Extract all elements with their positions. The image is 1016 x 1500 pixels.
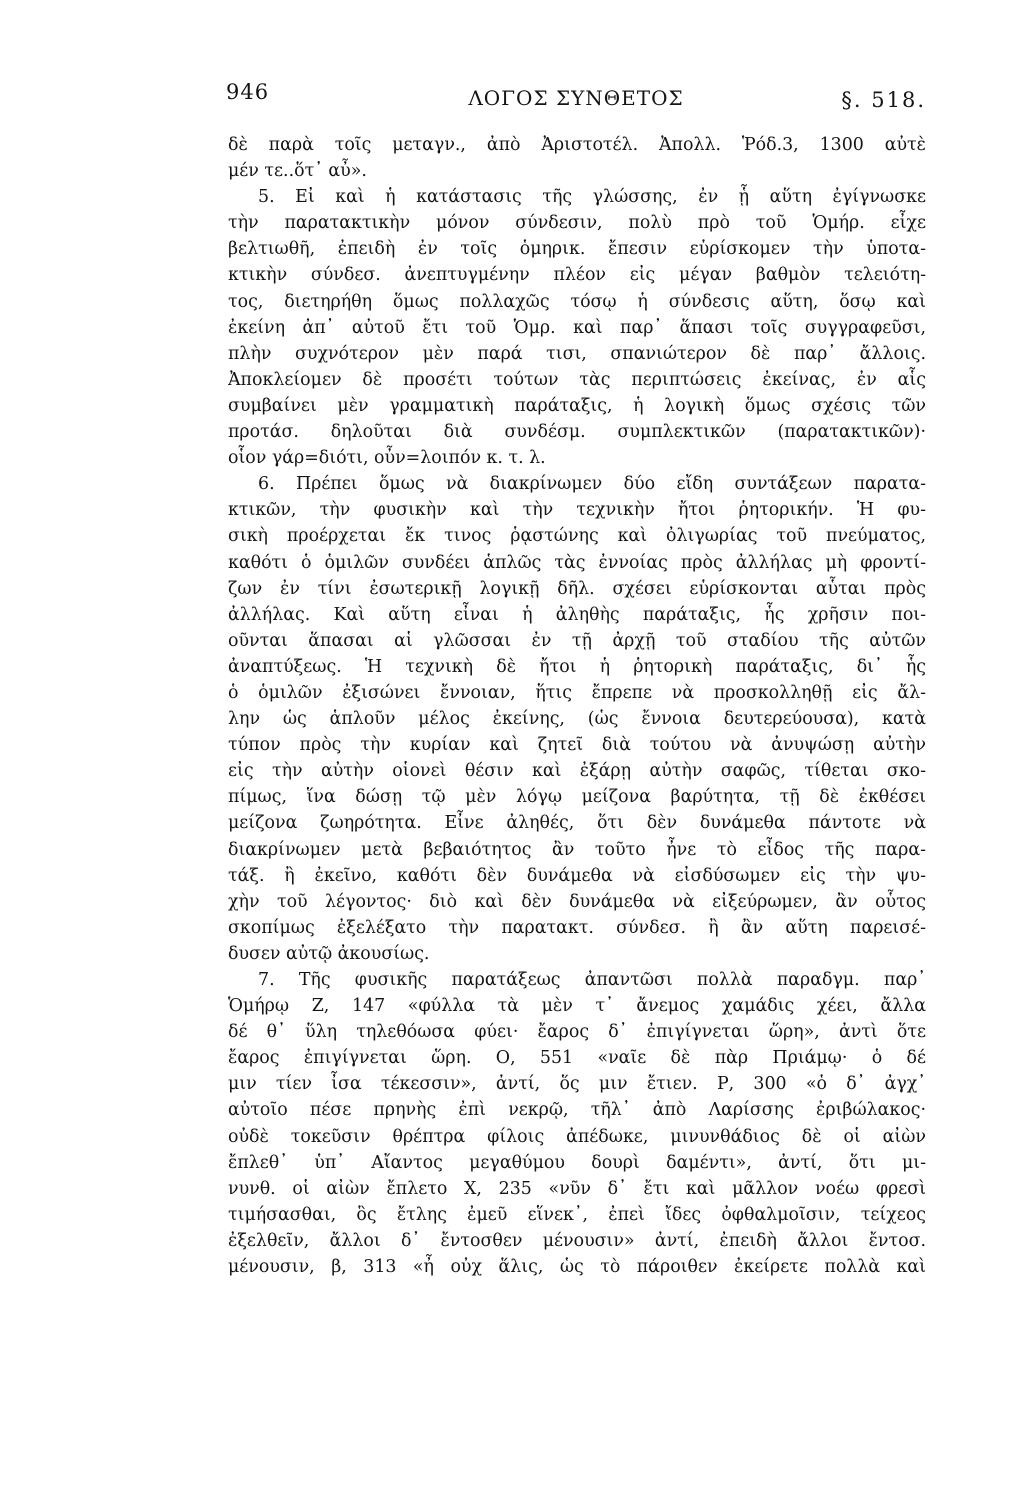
text-line: καθότι ὁ ὁμιλῶν συνδέει ἁπλῶς τὰς ἐννοίας πρὸς ἀλλήλας μὴ φροντί- <box>228 552 926 573</box>
text-line: ἀλλήλας. Καὶ αὕτη εἶναι ἡ ἀληθὴς παράταξις, ἧς χρῆσιν ποι- <box>228 604 926 625</box>
text-line: ἐκείνη ἀπ᾽ αὐτοῦ ἔτι τοῦ Ὁμρ. καὶ παρ᾽ ἅπασι τοῖς συγγραφεῦσι, <box>228 317 926 338</box>
text-line: τύπον πρὸς τὴν κυρίαν καὶ ζητεῖ διὰ τούτου νὰ ἀνυψώσῃ αὐτὴν <box>228 735 926 756</box>
text-line: ἀναπτύξεως. Ἡ τεχνικὴ δὲ ἤτοι ἡ ῥητορικὴ παράταξις, δι᾽ ἧς <box>228 656 926 677</box>
text-line: τάξ. ἢ ἐκεῖνο, καθότι δὲν δυνάμεθα νὰ εἰσδύσωμεν εἰς τὴν ψυ- <box>228 865 926 886</box>
text-line: πίμως, ἵνα δώσῃ τῷ μὲν λόγῳ μείζονα βαρύτητα, τῇ δὲ ἐκθέσει <box>228 787 926 808</box>
text-line: διακρίνωμεν μετὰ βεβαιότητος ἂν τοῦτο ἦνε τὸ εἶδος τῆς παρα- <box>228 839 926 860</box>
text-line: οὐδὲ τοκεῦσιν θρέπτρα φίλοις ἀπέδωκε, μινυνθάδιος δὲ οἱ αἰὼν <box>228 1126 926 1147</box>
section-number: §. 518. <box>841 88 926 112</box>
running-head <box>226 80 926 116</box>
text-line: εἰς τὴν αὐτὴν οἱονεὶ θέσιν καὶ ἐξάρῃ αὐτὴν σαφῶς, τίθεται σκο- <box>228 761 926 782</box>
text-line: τος, διετηρήθη ὅμως πολλαχῶς τόσῳ ἡ σύνδεσις αὕτη, ὅσῳ καὶ <box>228 291 926 312</box>
paragraph-6-start: 6. Πρέπει ὅμως νὰ διακρίνωμεν δύο εἴδη συντάξεων παρατα- <box>258 474 926 495</box>
text-line: δέ θ᾽ ὕλη τηλεθόωσα φύει· ἔαρος δ᾽ ἐπιγίγνεται ὥρη», ἀντὶ ὅτε <box>228 1022 926 1043</box>
text-line: κτικῶν, τὴν φυσικὴν καὶ τὴν τεχνικὴν ἤτοι ῥητορικήν. Ἡ φυ- <box>228 500 926 521</box>
text-line: χὴν τοῦ λέγοντος· διὸ καὶ δὲν δυνάμεθα νὰ εἰξεύρωμεν, ἂν οὗτος <box>228 891 926 912</box>
text-line: σκοπίμως ἐξελέξατο τὴν παρατακτ. σύνδεσ. ἢ ἂν αὕτη παρεισέ- <box>228 917 926 938</box>
text-line: ἔπλεθ᾽ ὑπ᾽ Αἴαντος μεγαθύμου δουρὶ δαμέντι», ἀντί, ὅτι μι- <box>228 1152 926 1173</box>
text-line: προτάσ. δηλοῦται διὰ συνδέσμ. συμπλεκτικῶν (παρατακτικῶν)· <box>228 422 926 443</box>
text-line: μείζονα ζωηρότητα. Εἶνε ἀληθές, ὅτι δὲν δυνάμεθα πάντοτε νὰ <box>228 813 926 834</box>
text-line: δὲ παρὰ τοῖς μεταγν., ἀπὸ Ἀριστοτέλ. Ἀπολλ. Ῥόδ.3, 1300 αὐτὲ <box>228 135 926 155</box>
text-line: Ὁμήρῳ Ζ, 147 «φύλλα τὰ μὲν τ᾽ ἄνεμος χαμάδις χέει, ἄλλα <box>228 996 926 1017</box>
text-line: ζων ἐν τίνι ἐσωτερικῇ λογικῇ δῆλ. σχέσει εὑρίσκονται αὗται πρὸς <box>228 578 926 599</box>
text-line: ὁ ὁμιλῶν ἐξισώνει ἔννοιαν, ἥτις ἔπρεπε νὰ προσκολληθῇ εἰς ἄλ- <box>228 682 926 703</box>
text-line: συμβαίνει μὲν γραμματικὴ παράταξις, ἡ λογικὴ ὅμως σχέσις τῶν <box>228 395 926 416</box>
text-line: σικὴ προέρχεται ἔκ τινος ῥᾳστώνης καὶ ὀλιγωρίας τοῦ πνεύματος, <box>228 526 926 547</box>
text-line: νυνθ. οἱ αἰὼν ἔπλετο Χ, 235 «νῦν δ᾽ ἔτι καὶ μᾶλλον νοέω φρεσὶ <box>228 1178 926 1199</box>
text-line: τιμήσασθαι, ὃς ἔτλης ἐμεῦ εἵνεκ᾽, ἐπεὶ ἴδες ὀφθαλμοῖσιν, τείχεος <box>228 1204 926 1225</box>
text-line: βελτιωθῆ, ἐπειδὴ ἐν τοῖς ὁμηρικ. ἔπεσιν εὑρίσκομεν τὴν ὑποτα- <box>228 239 926 260</box>
text-line: Ἀποκλείομεν δὲ προσέτι τούτων τὰς περιπτώσεις ἐκείνας, ἐν αἷς <box>228 369 926 390</box>
text-line: ἔαρος ἐπιγίγνεται ὥρη. Ο, 551 «ναῖε δὲ πὰρ Πριάμῳ· ὁ δέ <box>228 1048 926 1069</box>
text-line: λην ὡς ἁπλοῦν μέλος ἐκείνης, (ὡς ἔννοια δευτερεύουσα), κατὰ <box>228 709 926 730</box>
body-text <box>228 132 926 1280</box>
text-line: μιν τίεν ἶσα τέκεσσιν», ἀντί, ὅς μιν ἔτιεν. Ρ, 300 «ὁ δ᾽ ἀγχ᾽ <box>228 1074 926 1095</box>
text-line: μέν τε..ὅτ᾽ αὖ». <box>228 161 367 182</box>
paragraph-7-start: 7. Τῆς φυσικῆς παρατάξεως ἀπαντῶσι πολλὰ παραδγμ. παρ᾽ <box>258 970 926 990</box>
text-line: οῦνται ἅπασαι αἱ γλῶσσαι ἐν τῇ ἀρχῇ τοῦ σταδίου τῆς αὐτῶν <box>228 630 926 651</box>
text-line: τὴν παρατακτικὴν μόνον σύνδεσιν, πολὺ πρὸ τοῦ Ὁμήρ. εἶχε <box>228 213 926 234</box>
text-line: αὐτοῖο πέσε πρηνὴς ἐπὶ νεκρῷ, τῆλ᾽ ἀπὸ Λαρίσσης ἐριβώλακος· <box>228 1100 926 1121</box>
running-title: ΛΟΓΟΣ ΣΥΝΘΕΤΟΣ <box>468 86 684 110</box>
text-line: κτικὴν σύνδεσ. ἀνεπτυγμένην πλέον εἰς μέγαν βαθμὸν τελειότη- <box>228 265 926 286</box>
text-line: δυσεν αὐτῷ ἀκουσίως. <box>228 943 430 964</box>
text-line: πλὴν συχνότερον μὲν παρά τισι, σπανιώτερον δὲ παρ᾽ ἄλλοις. <box>228 343 926 364</box>
text-line: ἐξελθεῖν, ἄλλοι δ᾽ ἔντοσθεν μένουσιν» ἀντί, ἐπειδὴ ἄλλοι ἔντοσ. <box>228 1230 926 1251</box>
paragraph-5-start: 5. Εἰ καὶ ἡ κατάστασις τῆς γλώσσης, ἐν ᾗ αὕτη ἐγίγνωσκε <box>258 187 926 208</box>
text-line: μένουσιν, β, 313 «ἦ οὐχ ἅλις, ὡς τὸ πάροιθεν ἐκείρετε πολλὰ καὶ <box>228 1257 926 1278</box>
page-number: 946 <box>226 80 270 104</box>
text-line: οἷον γάρ=διότι, οὖν=λοιπόν κ. τ. λ. <box>228 448 546 469</box>
